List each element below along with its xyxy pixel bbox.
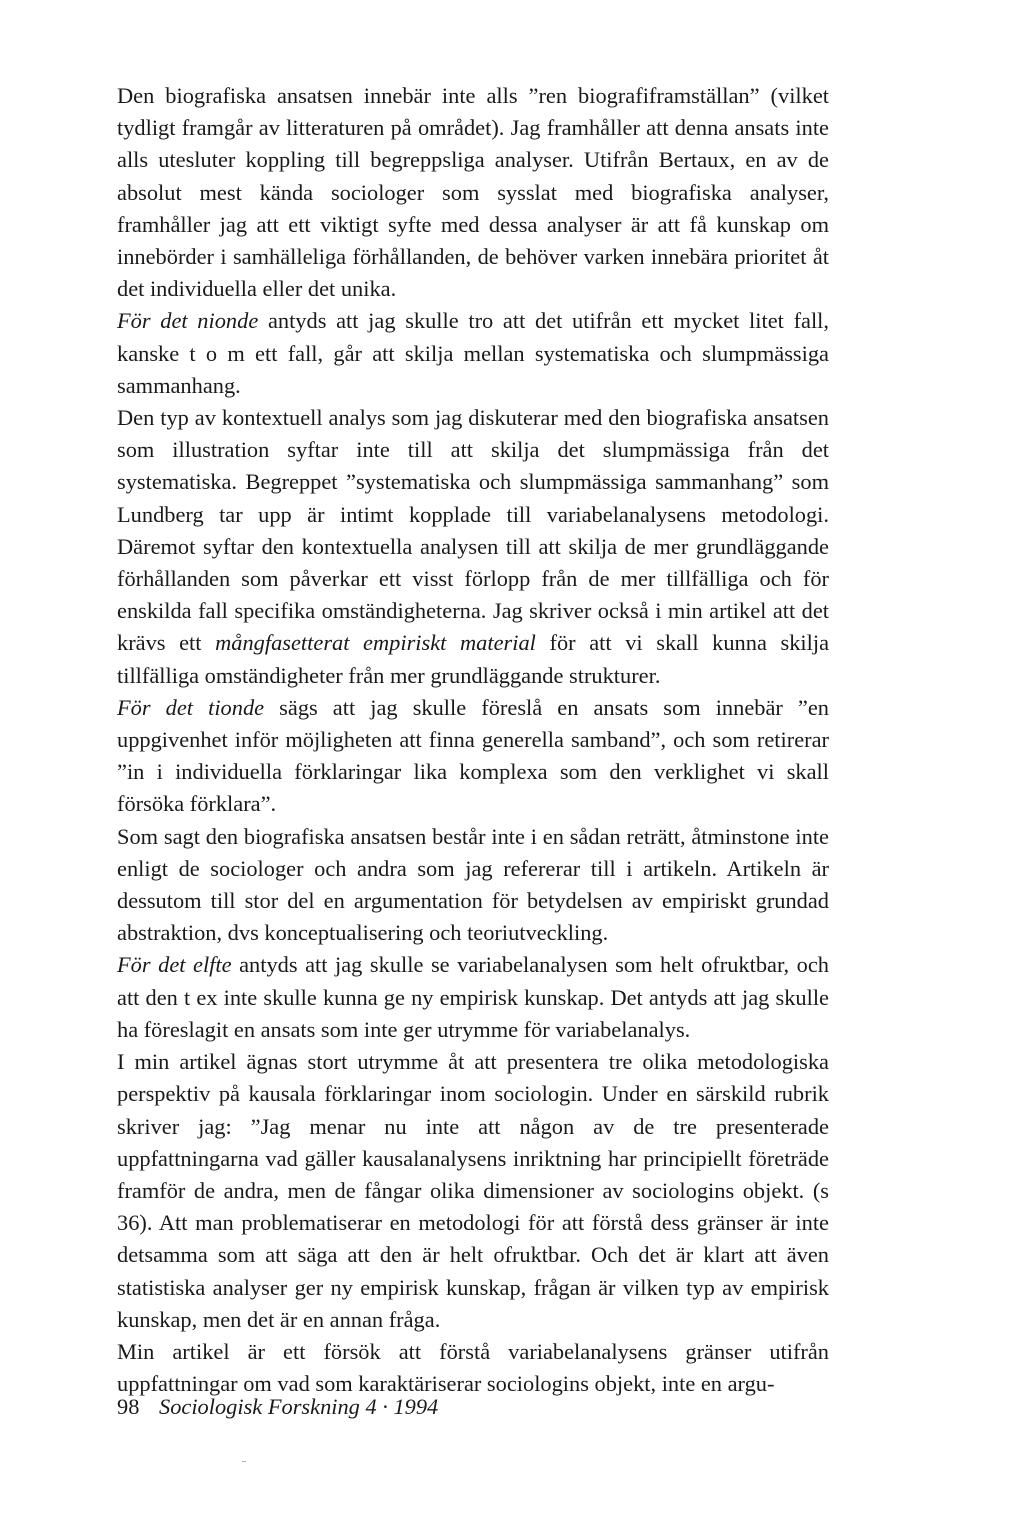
body-text <box>117 80 829 1400</box>
paragraph-2 <box>117 305 829 402</box>
scan-speck <box>242 1461 246 1462</box>
paragraph-3 <box>117 402 829 692</box>
paragraph-7 <box>117 1046 829 1336</box>
text-segment: I min artikel ägnas stort utrymme åt att presentera tre olika metodologiska perspektiv på kausala förklaringar inom sociologin. Under en särskild rubrik skriver jag: ”Jag menar nu inte att någon av de tre presenterade uppfattningarna vad gäller kausalanalysens inriktning har principiellt företräde framför de andra, men de fångar olika dimensioner av sociologins objekt. (s 36). Att man problematiserar en metodologi för att förstå dess gränser är inte detsamma som att säga att den är helt ofruktbar. Och det är klart att även statistiska analyser ger ny empirisk kunskap, frågan är vilken typ av empirisk kunskap, men det är en annan fråga. <box>117 1049 829 1332</box>
text-segment-italic: För det nionde <box>117 308 259 334</box>
text-segment: sägs att jag skulle föreslå en ansats som innebär ”en uppgivenhet inför möjligheten att finna generella samband”, och som retirerar ”in i individuella förklaringar lika komplexa som den verklighet vi skall försöka förklara”. <box>117 694 829 817</box>
text-segment: Den biografiska ansatsen innebär inte alls ”ren biografiframställan” (vilket tydligt framgår av litteraturen på området). Jag framhåller att denna ansats inte alls utesluter koppling till begreppsliga analyser. Utifrån Bertaux, en av de absolut mest kända sociologer som sysslat med biografiska analyser, framhåller jag att ett viktigt syfte med dessa analyser är att få kunskap om innebörder i samhälleliga förhållanden, de behöver varken innebära prioritet åt det individuella eller det unika. <box>117 83 829 302</box>
text-segment: Som sagt den biografiska ansatsen består inte i en sådan reträtt, åtminstone inte enligt de sociologer och andra som jag refererar till i artikeln. Artikeln är dessutom till stor del en argumentation för betydelsen av empiriskt grundad abstraktion, dvs konceptualisering och teoriutveckling. <box>117 823 829 946</box>
text-segment-italic: För det tionde <box>117 694 265 720</box>
text-segment: antyds att jag skulle tro att det utifrån ett mycket litet fall, kanske t o m ett fall, går att skilja mellan systematiska och slumpmässiga sammanhang. <box>117 308 829 398</box>
text-segment: Min artikel är ett försök att förstå variabelanalysens gränser utifrån uppfattningar om vad som karaktäriserar sociologins objekt, inte en argu- <box>117 1338 829 1397</box>
text-segment-italic: För det elfte <box>117 952 232 978</box>
journal-citation: Sociologisk Forskning 4 · 1994 <box>159 1394 439 1419</box>
text-segment: för att vi skall kunna skilja tillfälliga omständigheter från mer grundläggande strukturer. <box>117 630 830 688</box>
paragraph-4 <box>117 692 829 821</box>
page-number: 98 <box>117 1394 140 1419</box>
paragraph-8 <box>117 1336 829 1400</box>
paragraph-1 <box>117 80 829 305</box>
page-footer <box>117 1393 438 1421</box>
paragraph-5 <box>117 821 829 950</box>
text-segment: Den typ av kontextuell analys som jag diskuterar med den biografiska ansatsen som illustration syftar inte till att skilja det slumpmässiga från det systematiska. Begreppet ”systematiska och slumpmässiga sammanhang” som Lundberg tar upp är intimt kopplade till variabelanalysens metodologi. Däremot syftar den kontextuella analysen till att skilja de mer grundläggande förhållanden som påverkar ett visst förlopp från de mer tillfälliga och för enskilda fall specifika omständigheterna. Jag skriver också i min artikel att det krävs ett <box>117 405 829 656</box>
text-segment-italic: mångfasetterat empiriskt material <box>215 630 536 656</box>
text-segment: antyds att jag skulle se variabelanalysen som helt ofruktbar, och att den t ex inte skulle kunna ge ny empirisk kunskap. Det antyds att jag skulle ha föreslagit en ansats som inte ger utrymme för variabelanalys. <box>117 952 829 1042</box>
paragraph-6 <box>117 949 829 1046</box>
